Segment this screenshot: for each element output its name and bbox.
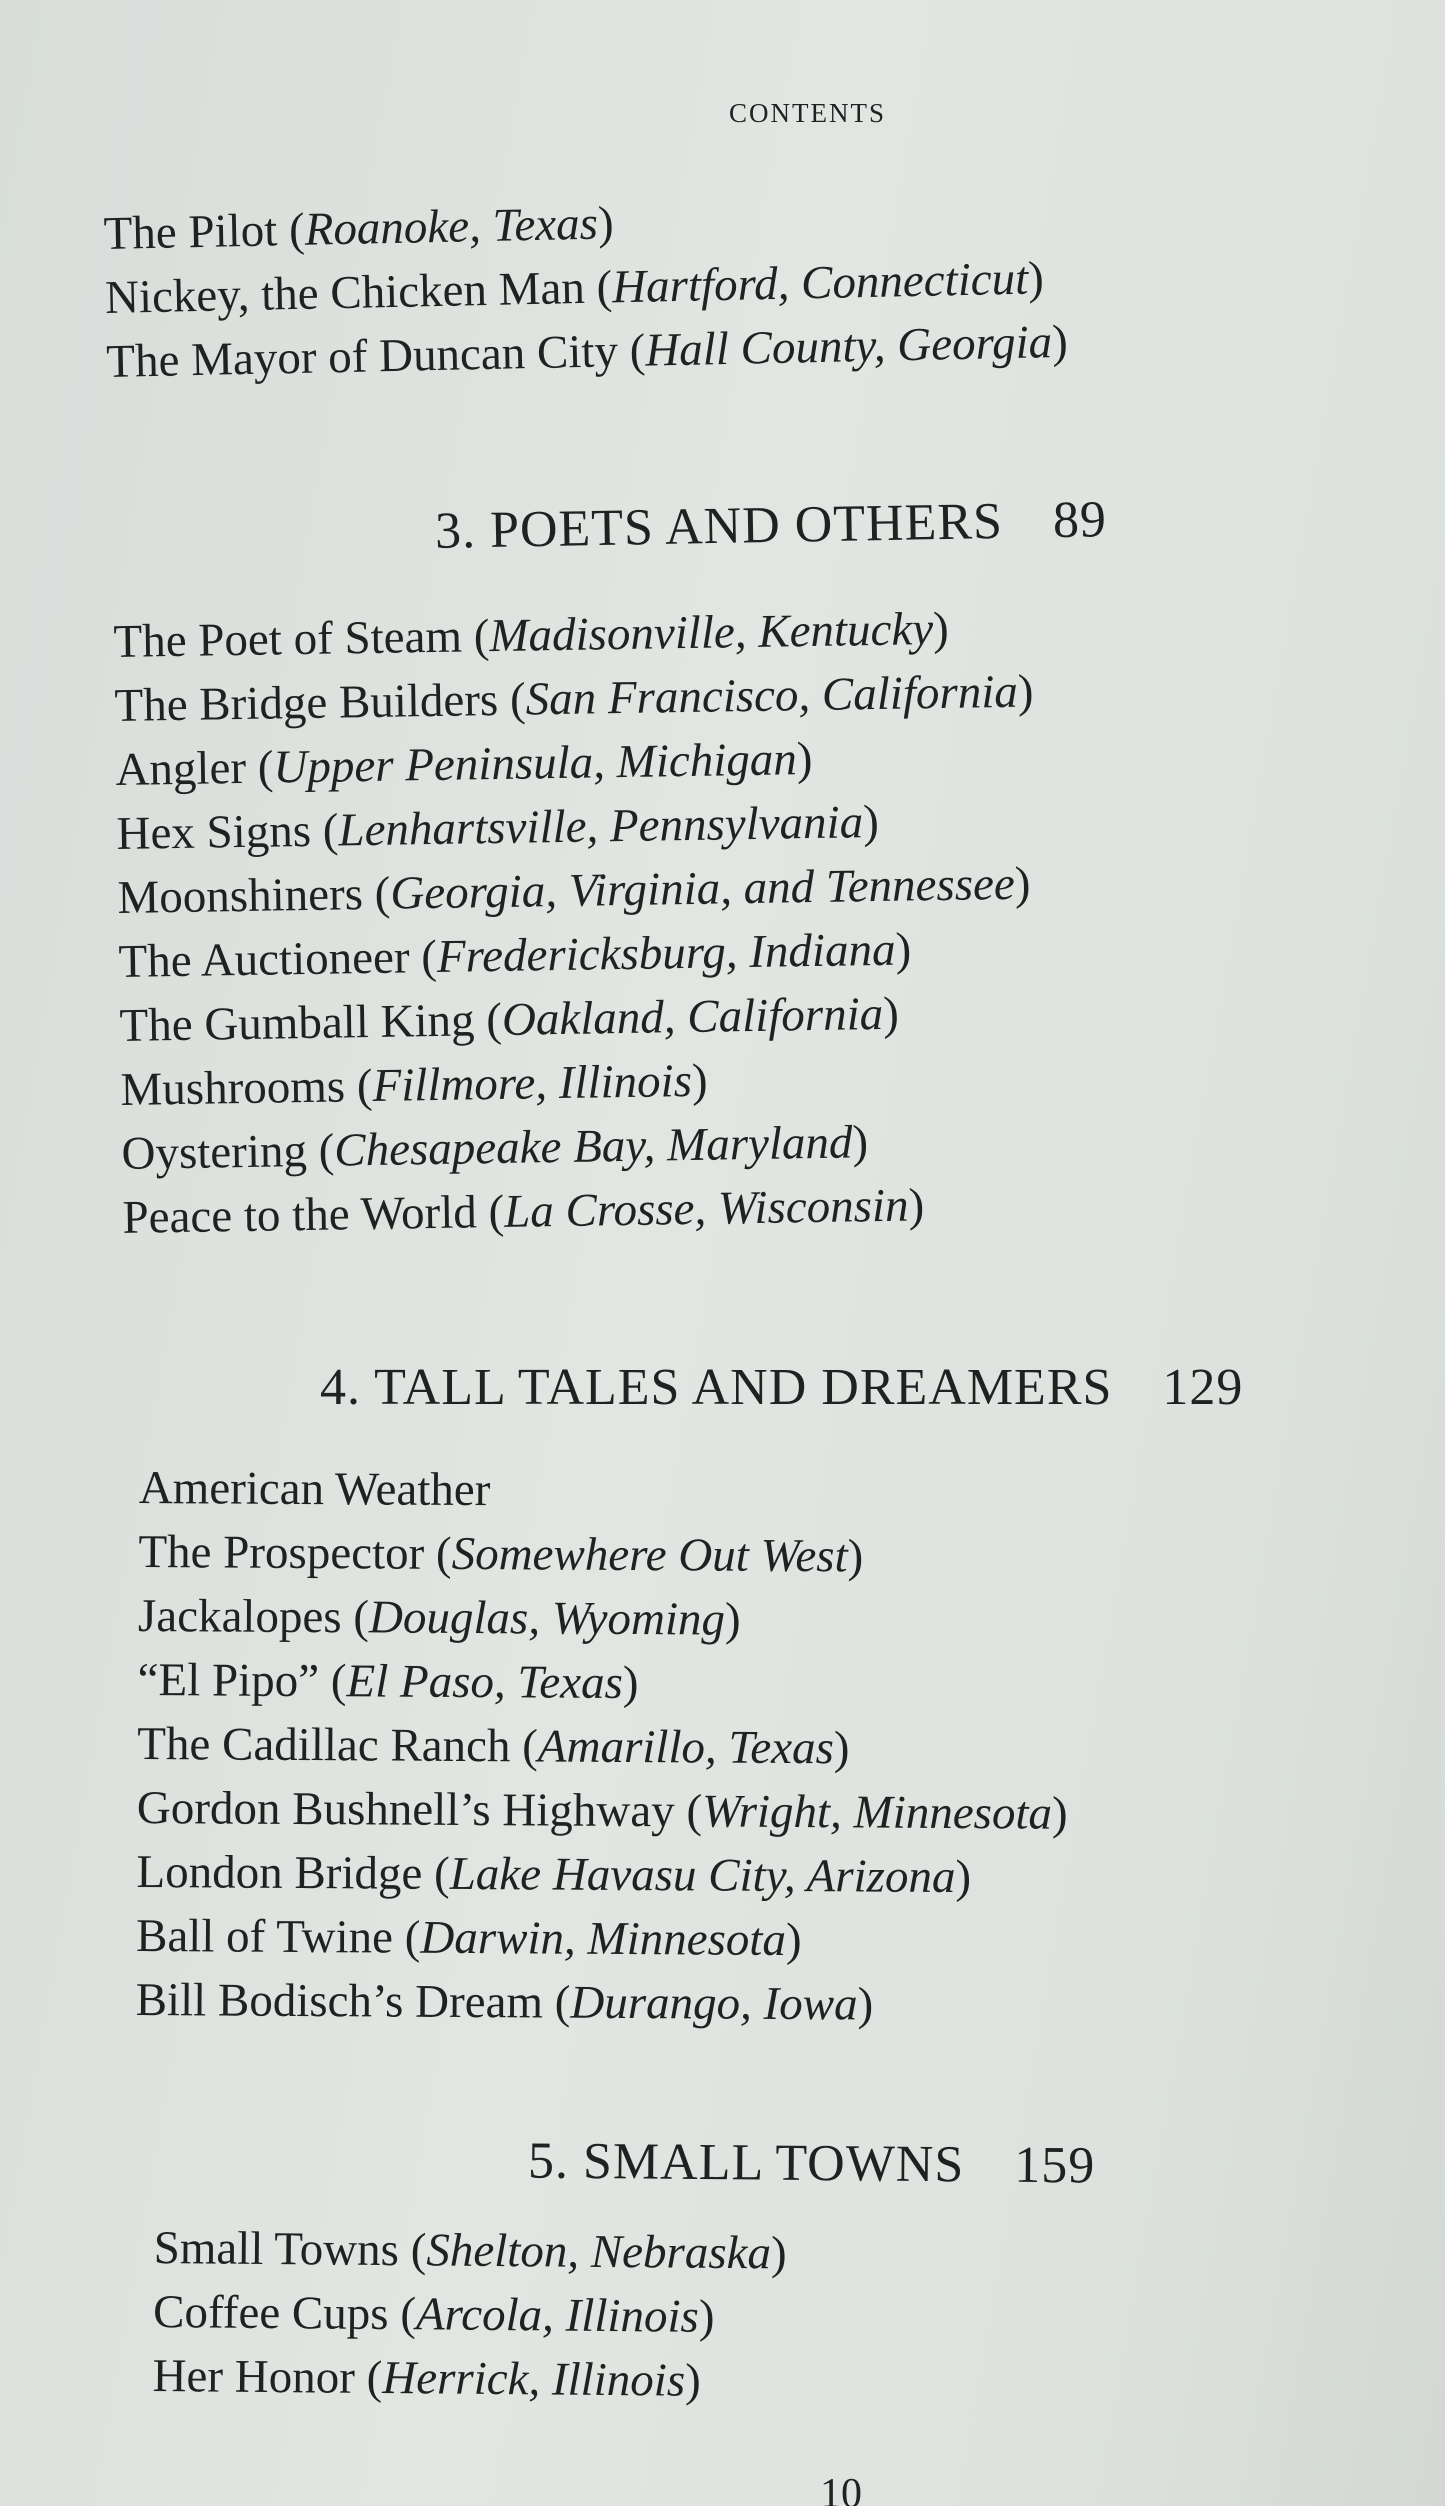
entry-place: Oakland, California xyxy=(501,987,884,1046)
page-number: 10 xyxy=(820,2471,862,2506)
chapter-heading-5 xyxy=(528,2130,1096,2199)
entry-title: Mushrooms xyxy=(120,1060,346,1116)
toc-entry: The Mayor of Duncan City (Hall County, Georgia) xyxy=(105,315,1069,388)
entry-place: El Paso, Texas xyxy=(346,1655,623,1709)
top-entry-list xyxy=(103,182,1068,394)
entry-place: Douglas, Wyoming xyxy=(368,1591,726,1646)
toc-entry: The Cadillac Ranch (Amarillo, Texas) xyxy=(137,1717,850,1775)
entry-place: Durango, Iowa xyxy=(570,1976,858,2031)
chapter-title: SMALL TOWNS xyxy=(582,2133,965,2194)
entry-title: The Bridge Builders xyxy=(114,673,499,732)
chapter-page-number: 89 xyxy=(1052,491,1108,550)
toc-entry: The Pilot (Roanoke, Texas) xyxy=(103,197,615,260)
chapter-heading-4 xyxy=(320,1356,1243,1420)
entry-place: Georgia, Virginia, and Tennessee xyxy=(389,857,1016,920)
entry-title: The Gumball King xyxy=(119,994,475,1052)
toc-entry: Small Towns (Shelton, Nebraska) xyxy=(153,2221,787,2280)
toc-entry: Hex Signs (Lenhartsville, Pennsylvania) xyxy=(116,796,880,860)
entry-title: Hex Signs xyxy=(116,804,312,860)
chapter-number: 3. xyxy=(434,502,477,560)
entry-title: Gordon Bushnell’s Highway xyxy=(136,1781,675,1838)
toc-entry: Jackalopes (Douglas, Wyoming) xyxy=(137,1589,741,1646)
toc-entry: Mushrooms (Fillmore, Illinois) xyxy=(120,1054,708,1116)
toc-entry: Gordon Bushnell’s Highway (Wright, Minnesota) xyxy=(136,1781,1068,1840)
chapter-page-number: 129 xyxy=(1162,1359,1244,1416)
entry-title: The Pilot xyxy=(103,204,278,260)
entry-place: Hall County, Georgia xyxy=(644,316,1053,377)
toc-entry: The Gumball King (Oakland, California) xyxy=(119,987,900,1052)
toc-entry: The Bridge Builders (San Francisco, California) xyxy=(114,665,1034,732)
entry-place: San Francisco, California xyxy=(525,665,1019,726)
toc-entry: Nickey, the Chicken Man (Hartford, Connecticut) xyxy=(104,252,1045,324)
entry-title: The Cadillac Ranch xyxy=(137,1717,511,1773)
toc-entry: Oystering (Chesapeake Bay, Maryland) xyxy=(121,1116,869,1180)
entry-place: Roanoke, Texas xyxy=(304,197,599,256)
chapter-page-number: 159 xyxy=(1014,2136,1096,2195)
toc-entry: The Poet of Steam (Madisonville, Kentucky) xyxy=(113,602,950,668)
toc-entry: Coffee Cups (Arcola, Illinois) xyxy=(152,2285,715,2343)
entry-title: The Mayor of Duncan City xyxy=(105,325,619,388)
entry-place: Hartford, Connecticut xyxy=(611,252,1029,314)
toc-entry: Ball of Twine (Darwin, Minnesota) xyxy=(135,1909,802,1967)
entry-title: The Prospector xyxy=(138,1525,425,1580)
entry-place: Fredericksburg, Indiana xyxy=(436,923,896,983)
toc-entry: The Auctioneer (Fredericksburg, Indiana) xyxy=(118,923,912,988)
entry-title: American Weather xyxy=(138,1461,491,1517)
entry-title: Angler xyxy=(115,741,247,796)
entry-title: London Bridge xyxy=(136,1845,423,1900)
entry-place: Darwin, Minnesota xyxy=(420,1911,787,1966)
toc-entry: The Prospector (Somewhere Out West) xyxy=(138,1525,864,1583)
chapter-number: 4. xyxy=(320,1359,361,1416)
entry-title: The Auctioneer xyxy=(118,931,410,988)
entry-place: La Crosse, Wisconsin xyxy=(503,1179,909,1238)
entry-place: Shelton, Nebraska xyxy=(426,2224,772,2280)
chapter-4-entry-list xyxy=(135,1456,1069,2038)
chapter-title: POETS AND OTHERS xyxy=(489,492,1004,559)
entry-place: Chesapeake Bay, Maryland xyxy=(333,1116,853,1177)
entry-title: Her Honor xyxy=(152,2349,356,2404)
entry-place: Somewhere Out West xyxy=(451,1527,848,1583)
toc-entry: Bill Bodisch’s Dream (Durango, Iowa) xyxy=(135,1973,874,2031)
entry-title: Moonshiners xyxy=(117,868,364,924)
toc-entry: “El Pipo” (El Paso, Texas) xyxy=(137,1653,639,1710)
toc-entry: Angler (Upper Peninsula, Michigan) xyxy=(115,733,813,796)
entry-title: Bill Bodisch’s Dream xyxy=(135,1973,544,2029)
entry-place: Herrick, Illinois xyxy=(382,2351,686,2407)
chapter-heading-3 xyxy=(434,488,1107,564)
entry-place: Wright, Minnesota xyxy=(701,1785,1053,1840)
chapter-title: TALL TALES AND DREAMERS xyxy=(374,1359,1113,1416)
entry-place: Upper Peninsula, Michigan xyxy=(273,733,798,794)
entry-place: Lake Havasu City, Arizona xyxy=(449,1847,956,1903)
entry-title: Peace to the World xyxy=(122,1186,478,1244)
chapter-5-entry-list xyxy=(152,2216,787,2414)
toc-entry: Her Honor (Herrick, Illinois) xyxy=(152,2349,702,2407)
page-header-text: contents xyxy=(729,89,886,131)
page-header xyxy=(0,88,1445,132)
entry-title: Jackalopes xyxy=(137,1589,342,1644)
entry-place: Madisonville, Kentucky xyxy=(488,603,934,663)
entry-title: “El Pipo” xyxy=(137,1653,320,1708)
entry-title: The Poet of Steam xyxy=(113,610,463,668)
entry-place: Arcola, Illinois xyxy=(415,2288,700,2343)
entry-title: Nickey, the Chicken Man xyxy=(104,261,586,324)
entry-place: Lenhartsville, Pennsylvania xyxy=(338,796,864,857)
entry-title: Ball of Twine xyxy=(135,1909,394,1964)
toc-entry xyxy=(139,1456,1070,1526)
chapter-3-entry-list xyxy=(113,596,1042,1250)
toc-entry: Moonshiners (Georgia, Virginia, and Tennessee) xyxy=(117,857,1031,924)
entry-place: Amarillo, Texas xyxy=(537,1720,834,1775)
entry-title: Oystering xyxy=(121,1125,308,1180)
toc-entry: London Bridge (Lake Havasu City, Arizona) xyxy=(136,1845,972,1904)
toc-entry: Peace to the World (La Crosse, Wisconsin) xyxy=(122,1179,925,1244)
entry-title: Small Towns xyxy=(153,2221,400,2277)
entry-title: Coffee Cups xyxy=(152,2285,389,2341)
chapter-number: 5. xyxy=(527,2132,570,2190)
entry-place: Fillmore, Illinois xyxy=(372,1054,693,1112)
